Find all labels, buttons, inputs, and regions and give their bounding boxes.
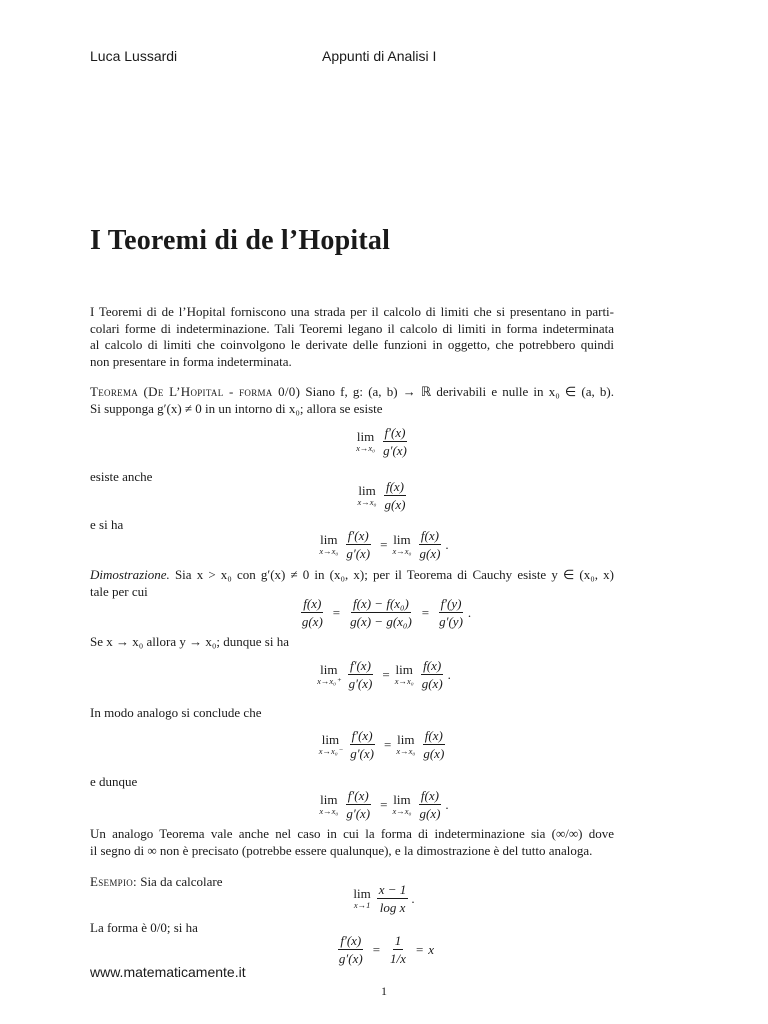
fraction: $\frac{f'(x)}{g'(x)}$ xyxy=(338,933,363,966)
fraction: $\frac{f(x)}{g(x)}$ xyxy=(384,479,406,512)
lim-operator: lim x→1 xyxy=(353,886,371,910)
fraction: $\frac{f(x)}{g(x)}$ xyxy=(421,658,443,691)
fraction: $\frac{f(x)}{g(x)}$ xyxy=(423,728,445,761)
lim-operator: lim x→x₀ xyxy=(394,662,414,686)
lim-operator: lim x→x₀ xyxy=(392,532,412,556)
theorem-statement xyxy=(90,384,614,417)
fraction: $\frac{f'(x)}{g'(x)}$ xyxy=(346,528,371,561)
formula-final-equality: lim x→x₀ $\frac{f'(x)}{g'(x)}$ = lim x→x₀ $\frac{f(x)}{g(x)}$ . xyxy=(319,788,449,821)
intro-line: non presentare in forma indeterminata. xyxy=(90,353,292,369)
lim-operator: lim x→x₀ xyxy=(319,792,339,816)
footer-url: www.matematicamente.it xyxy=(90,964,246,980)
theorem-text-line2: Si supponga g′(x) ≠ 0 in un intorno di x₀; allora se esiste xyxy=(90,400,383,416)
lim-operator: lim x→x₀ xyxy=(396,732,416,756)
fraction: $\frac{1}{1/x}$ xyxy=(390,933,406,966)
fraction: $\frac{f'(x)}{g'(x)}$ xyxy=(350,728,374,761)
intro-line: al calcolo di limiti che coinvolgono le derivate delle funzioni in oggetto, che potrebbero quindi xyxy=(90,337,614,353)
fraction: $\frac{f(x)}{g(x)}$ xyxy=(419,528,441,561)
formula-hopital-equality: lim x→x₀ $\frac{f'(x)}{g'(x)}$ = lim x→x₀ $\frac{f(x)}{g(x)}$ . xyxy=(319,528,449,561)
fraction: $\frac{\text{f(x) − f(x₀)}}{\text{g(x) − g(x₀)}}$ xyxy=(350,596,412,629)
lim-operator: lim x→x₀ xyxy=(392,792,412,816)
page-number: 1 xyxy=(381,984,387,998)
closing-line: il segno di ∞ non è precisato (potrebbe essere qualunque), e la dimostrazione è del tutto analoga. xyxy=(90,842,593,858)
text-e-si-ha: e si ha xyxy=(90,517,124,532)
text-form: La forma è 0/0; si ha xyxy=(90,920,198,935)
formula-left-limit: lim x→x₀⁻ $\frac{f'(x)}{g'(x)}$ = lim x→x₀ $\frac{f(x)}{g(x)}$ xyxy=(318,728,445,761)
intro-paragraph xyxy=(90,304,614,370)
formula-cauchy: $\frac{f(x)}{g(x)}$ = $\frac{\text{f(x) − f(x₀)}}{\text{g(x) − g(x₀)}}$ = $\frac{f'(y)}{g'(y)}$ . xyxy=(301,596,472,629)
fraction: $\frac{f'(x)}{g'(x)}$ xyxy=(383,425,407,458)
formula-lim-derivatives xyxy=(0,425,768,458)
example-intro: Esempio: Sia da calcolare xyxy=(90,874,223,889)
formula-example-limit: lim x→1 $\frac{x - 1}{\text{log x}}$ . xyxy=(353,882,415,915)
text-e-dunque: e dunque xyxy=(90,774,138,789)
lim-operator: lim x→x₀ xyxy=(356,429,376,453)
proof-intro: Dimostrazione. Sia x > x₀ con g′(x) ≠ 0 in (x₀, x); per il Teorema di Cauchy esiste y ∈ (x₀, x) tale per cui xyxy=(90,567,614,599)
lim-operator: lim x→x₀⁻ xyxy=(318,732,343,756)
fraction: $\frac{f'(x)}{g'(x)}$ xyxy=(346,788,371,821)
fraction: $\frac{f'(x)}{g'(x)}$ xyxy=(348,658,373,691)
formula-right-limit: lim x→x₀⁺ $\frac{f'(x)}{g'(x)}$ = lim x→x₀ $\frac{f(x)}{g(x)}$ . xyxy=(317,658,451,691)
header-course: Appunti di Analisi I xyxy=(322,48,437,64)
fraction: $\frac{f(x)}{g(x)}$ xyxy=(419,788,441,821)
text-then: Se x → x₀ allora y → x₀; dunque si ha xyxy=(90,634,289,649)
lim-operator: lim x→x₀ xyxy=(357,483,377,507)
formula-lim-functions xyxy=(0,479,768,512)
formula-example-derivatives: $\frac{f'(x)}{g'(x)}$ = $\frac{1}{1/x}$ = x xyxy=(338,933,435,966)
fraction: $\frac{x - 1}{\text{log x}}$ xyxy=(378,882,407,915)
fraction: $\frac{f'(y)}{g'(y)}$ xyxy=(439,596,463,629)
fraction: $\frac{f(x)}{g(x)}$ xyxy=(301,596,323,629)
header-author: Luca Lussardi xyxy=(90,48,178,64)
closing-line: Un analogo Teorema vale anche nel caso in cui la forma di indeterminazione sia (∞/∞) dove xyxy=(90,826,614,841)
lim-operator: lim x→x₀⁺ xyxy=(317,662,341,686)
theorem-text: Siano f, g: (a, b) → ℝ derivabili e nulle in x₀ ∈ (a, b). xyxy=(300,384,614,399)
proof-label: Dimostrazione. xyxy=(90,567,170,582)
page-title: I Teoremi di de l’Hopital xyxy=(90,225,391,256)
text-esiste-anche: esiste anche xyxy=(90,469,153,484)
lim-operator: lim x→x₀ xyxy=(319,532,339,556)
intro-line: colari forme di indeterminazione. Tali Teoremi legano il calcolo di limiti in forma indeterminata xyxy=(90,320,614,336)
intro-line: I Teoremi di de l’Hopital forniscono una strada per il calcolo di limiti che si presentano in parti- xyxy=(90,304,614,319)
theorem-label: Teorema (De L’Hopital - forma 0/0) xyxy=(90,384,301,399)
text-analog: In modo analogo si conclude che xyxy=(90,705,262,720)
closing-paragraph xyxy=(90,826,614,859)
example-label: Esempio: xyxy=(90,874,137,889)
